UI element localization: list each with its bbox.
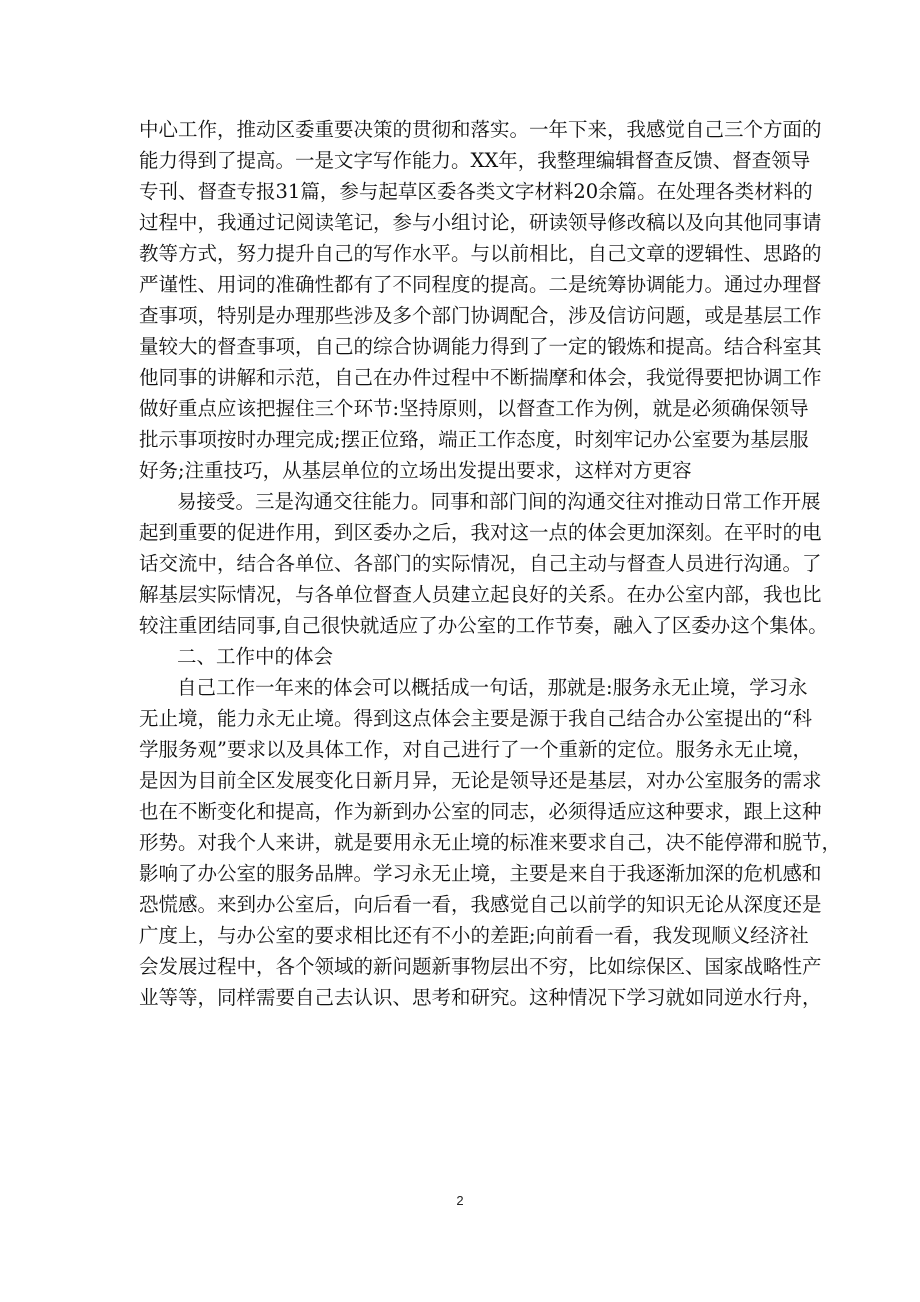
text-line: 是因为目前全区发展变化日新月异，无论是领导还是基层，对办公室服务的需求: [139, 769, 822, 792]
page-number: 2: [456, 1193, 464, 1208]
text-line: 较注重团结同事,自己很快就适应了办公室的工作节奏，融入了区委办这个集体。: [139, 614, 828, 637]
text-line: 形势。对我个人来讲，就是要用永无止境的标准来要求自己，决不能停滞和脱节，: [139, 831, 842, 854]
text-line: 无止境，能力永无止境。得到这点体会主要是源于我自己结合办公室提出的“科: [139, 707, 812, 730]
text-line: 好务;注重技巧，从基层单位的立场出发提出要求，这样对方更容: [139, 459, 692, 482]
text-line: 严谨性、用词的准确性都有了不同程度的提高。二是统筹协调能力。通过办理督: [139, 273, 822, 296]
text-line: 起到重要的促进作用，到区委办之后，我对这一点的体会更加深刻。在平时的电: [139, 521, 822, 544]
text-line: 也在不断变化和提高，作为新到办公室的同志，必须得适应这种要求，跟上这种: [139, 800, 822, 823]
text-line: 广度上，与办公室的要求相比还有不小的差距;向前看一看，我发现顺义经济社: [139, 924, 809, 947]
text-line: 过程中，我通过记阅读笔记，参与小组讨论，研读领导修改稿以及向其他同事请: [139, 211, 822, 234]
text-line: 二、工作中的体会: [177, 645, 334, 668]
text-line: 他同事的讲解和示范，自己在办件过程中不断揣摩和体会，我觉得要把协调工作: [139, 366, 822, 389]
text-line: 查事项，特别是办理那些涉及多个部门协调配合，涉及信访问题，或是基层工作: [139, 304, 822, 327]
text-line: 量较大的督查事项，自己的综合协调能力得到了一定的锻炼和提高。结合科室其: [139, 335, 822, 358]
text-line: 恐慌感。来到办公室后，向后看一看，我感觉自己以前学的知识无论从深度还是: [139, 893, 822, 916]
text-line: 自己工作一年来的体会可以概括成一句话，那就是:服务永无止境，学习永: [177, 676, 808, 699]
text-line: 学服务观”要求以及具体工作，对自己进行了一个重新的定位。服务永无止境，: [139, 738, 812, 761]
text-line: 解基层实际情况，与各单位督查人员建立起良好的关系。在办公室内部，我也比: [139, 583, 822, 606]
text-line: 能力得到了提高。一是文字写作能力。XX年，我整理编辑督查反馈、督查领导: [139, 149, 811, 172]
text-line: 教等方式，努力提升自己的写作水平。与以前相比，自己文章的逻辑性、思路的: [139, 242, 822, 265]
text-line: 做好重点应该把握住三个环节:坚持原则，以督查工作为例，就是必须确保领导: [139, 397, 809, 420]
text-line: 话交流中，结合各单位、各部门的实际情况，自己主动与督查人员进行沟通。了: [139, 552, 822, 575]
text-line: 易接受。三是沟通交往能力。同事和部门间的沟通交往对推动日常工作开展: [177, 490, 821, 513]
text-line: 影响了办公室的服务品牌。学习永无止境，主要是来自于我逐渐加深的危机感和: [139, 862, 822, 885]
text-line: 专刊、督查专报31篇，参与起草区委各类文字材料20余篇。在处理各类材料的: [139, 180, 813, 203]
body-text: [139, 114, 842, 1013]
text-line: 批示事项按时办理完成;摆正位臵，端正工作态度，时刻牢记办公室要为基层服: [139, 428, 809, 451]
text-line: 中心工作，推动区委重要决策的贯彻和落实。一年下来，我感觉自己三个方面的: [139, 118, 822, 141]
text-line: 会发展过程中，各个领域的新问题新事物层出不穷，比如综保区、国家战略性产: [139, 955, 822, 978]
text-line: 业等等，同样需要自己去认识、思考和研究。这种情况下学习就如同逆水行舟，: [139, 986, 822, 1009]
